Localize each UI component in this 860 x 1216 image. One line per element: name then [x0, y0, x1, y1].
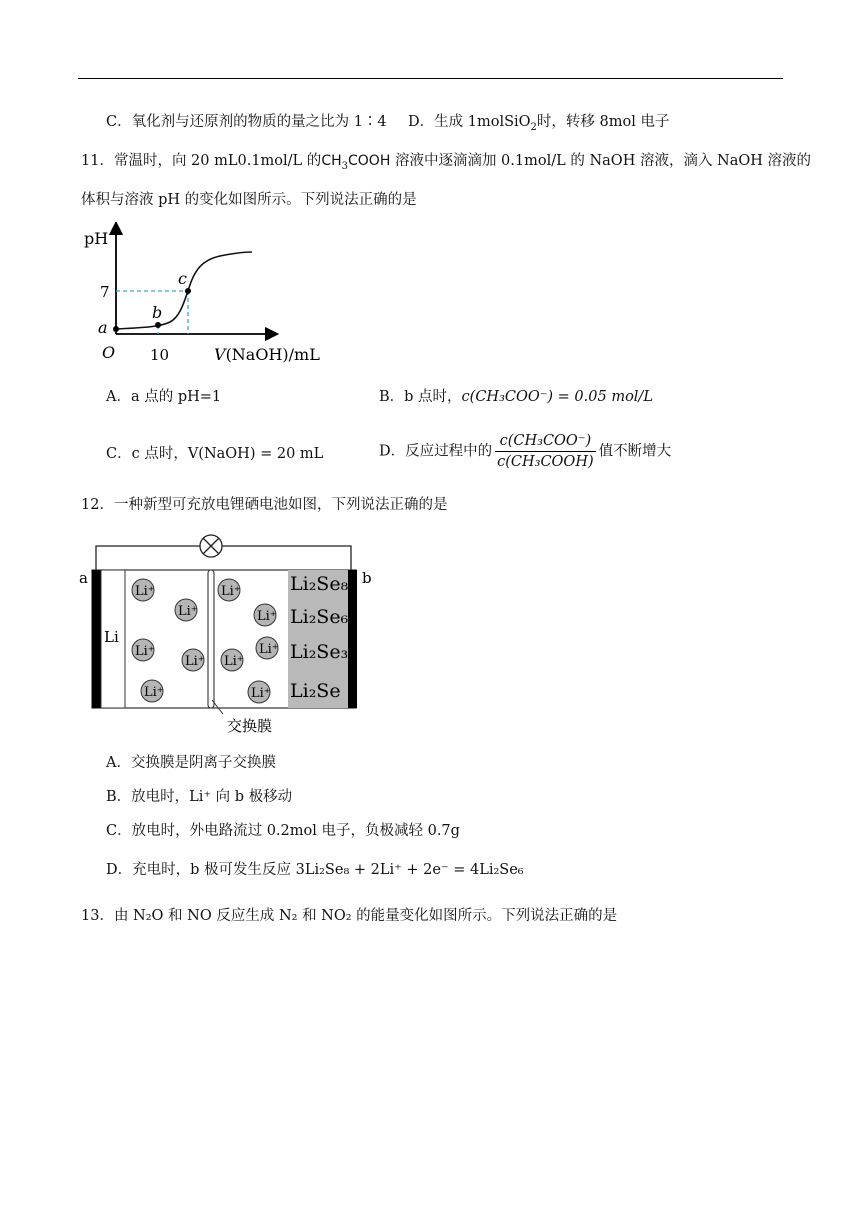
bulb-icon [200, 535, 222, 557]
lithium-ion-label: Li⁺ [178, 604, 198, 619]
titration-curve [116, 252, 252, 329]
lithium-ion-label: Li⁺ [135, 584, 155, 599]
titration-graph [80, 222, 360, 368]
q12-option-a: A．交换膜是阴离子交换膜 [106, 755, 276, 771]
lithium-ion-label: Li⁺ [257, 609, 277, 624]
lithium-ion-label: Li⁺ [144, 685, 164, 700]
lithium-ion [218, 579, 241, 601]
q12-stem: 12．一种新型可充放电锂硒电池如图，下列说法正确的是 [81, 497, 448, 513]
q12-option-b: B．放电时，Li⁺ 向 b 极移动 [106, 789, 293, 805]
electrode-b-label: b [362, 569, 372, 587]
q10-option-d: D．生成 1molSiO$_2$时，转移 8mol 电子 [408, 114, 670, 133]
q10-option-c: C．氧化剂与还原剂的物质的量之比为 1∶4 [106, 114, 387, 130]
concentration-ratio: $\frac{\text{c(CH₃COO⁻)}}{\text{c(CH₃COOH)}}$ [497, 433, 594, 470]
lithium-ion [175, 599, 198, 621]
electrode-a [92, 570, 101, 708]
lithium-ion [256, 637, 279, 659]
lithium-ion [182, 649, 205, 671]
q11-option-a: A．a 点的 pH=1 [106, 389, 222, 405]
exchange-membrane [208, 570, 214, 708]
li2se3-label: Li₂Se₃ [290, 641, 349, 663]
lithium-ion [254, 604, 277, 626]
lithium-ion [132, 639, 155, 661]
point-b-label: b [152, 303, 163, 322]
q13-stem: 13．由 N₂O 和 NO 反应生成 N₂ 和 NO₂ 的能量变化如图所示。下列说法正确的是 [81, 908, 618, 924]
q11-option-b: B．b 点时，c(CH₃COO⁻) = 0.05 mol/L [379, 389, 653, 405]
q12-option-c: C．放电时，外电路流过 0.2mol 电子，负极减轻 0.7g [106, 823, 460, 839]
q12-option-d: D．充电时，b 极可发生反应 3Li₂Se₈ + 2Li⁺ + 2e⁻ = 4Li₂Se₆ [106, 862, 524, 878]
y-tick-7: 7 [100, 283, 110, 301]
point-b [155, 322, 161, 328]
q11-stem-line2: 体积与溶液 pH 的变化如图所示。下列说法正确的是 [81, 192, 417, 208]
li-anode-label: Li [104, 628, 119, 646]
lithium-ion [248, 681, 271, 703]
header-rule [78, 78, 783, 79]
lithium-ion-label: Li⁺ [221, 584, 241, 599]
point-c-label: c [178, 269, 187, 288]
electrode-b [348, 570, 357, 708]
point-a [113, 326, 119, 332]
lithium-ion-label: Li⁺ [259, 642, 279, 657]
membrane-label: 交换膜 [227, 717, 273, 735]
lithium-ion-label: Li⁺ [224, 654, 244, 669]
q11-stem-line1: 11．常温时，向 20 mL0.1mol/L 的$CH_3COOH$ 溶液中逐滴滴加 0.1mol/L 的 NaOH 溶液，滴入 NaOH 溶液的 [81, 153, 812, 172]
lithium-ion-label: Li⁺ [135, 644, 155, 659]
lithium-ion-label: Li⁺ [185, 654, 205, 669]
li2se6-label: Li₂Se₆ [290, 606, 349, 628]
lithium-ion [132, 579, 155, 601]
li2se-label: Li₂Se [290, 680, 341, 702]
q11-option-c: C．c 点时，V(NaOH) = 20 mL [106, 446, 324, 462]
electrode-a-label: a [79, 569, 88, 587]
lithium-ion [221, 649, 244, 671]
point-c [185, 288, 191, 294]
li2se8-label: Li₂Se₈ [290, 573, 349, 595]
origin-label: O [102, 343, 116, 362]
x-tick-10: 10 [150, 346, 170, 364]
lithium-ion-label: Li⁺ [251, 686, 271, 701]
point-a-label: a [98, 318, 108, 337]
lithium-selenium-battery-diagram [76, 530, 376, 740]
lithium-ion [141, 680, 164, 702]
y-axis-label: pH [84, 229, 109, 248]
q11-option-d: D．反应过程中的 $\frac{\text{c(CH₃COO⁻)}}{\text{c(CH₃COOH)}}$ 值不断增大 [379, 433, 672, 470]
x-axis-label: V(NaOH)/mL [214, 345, 320, 364]
